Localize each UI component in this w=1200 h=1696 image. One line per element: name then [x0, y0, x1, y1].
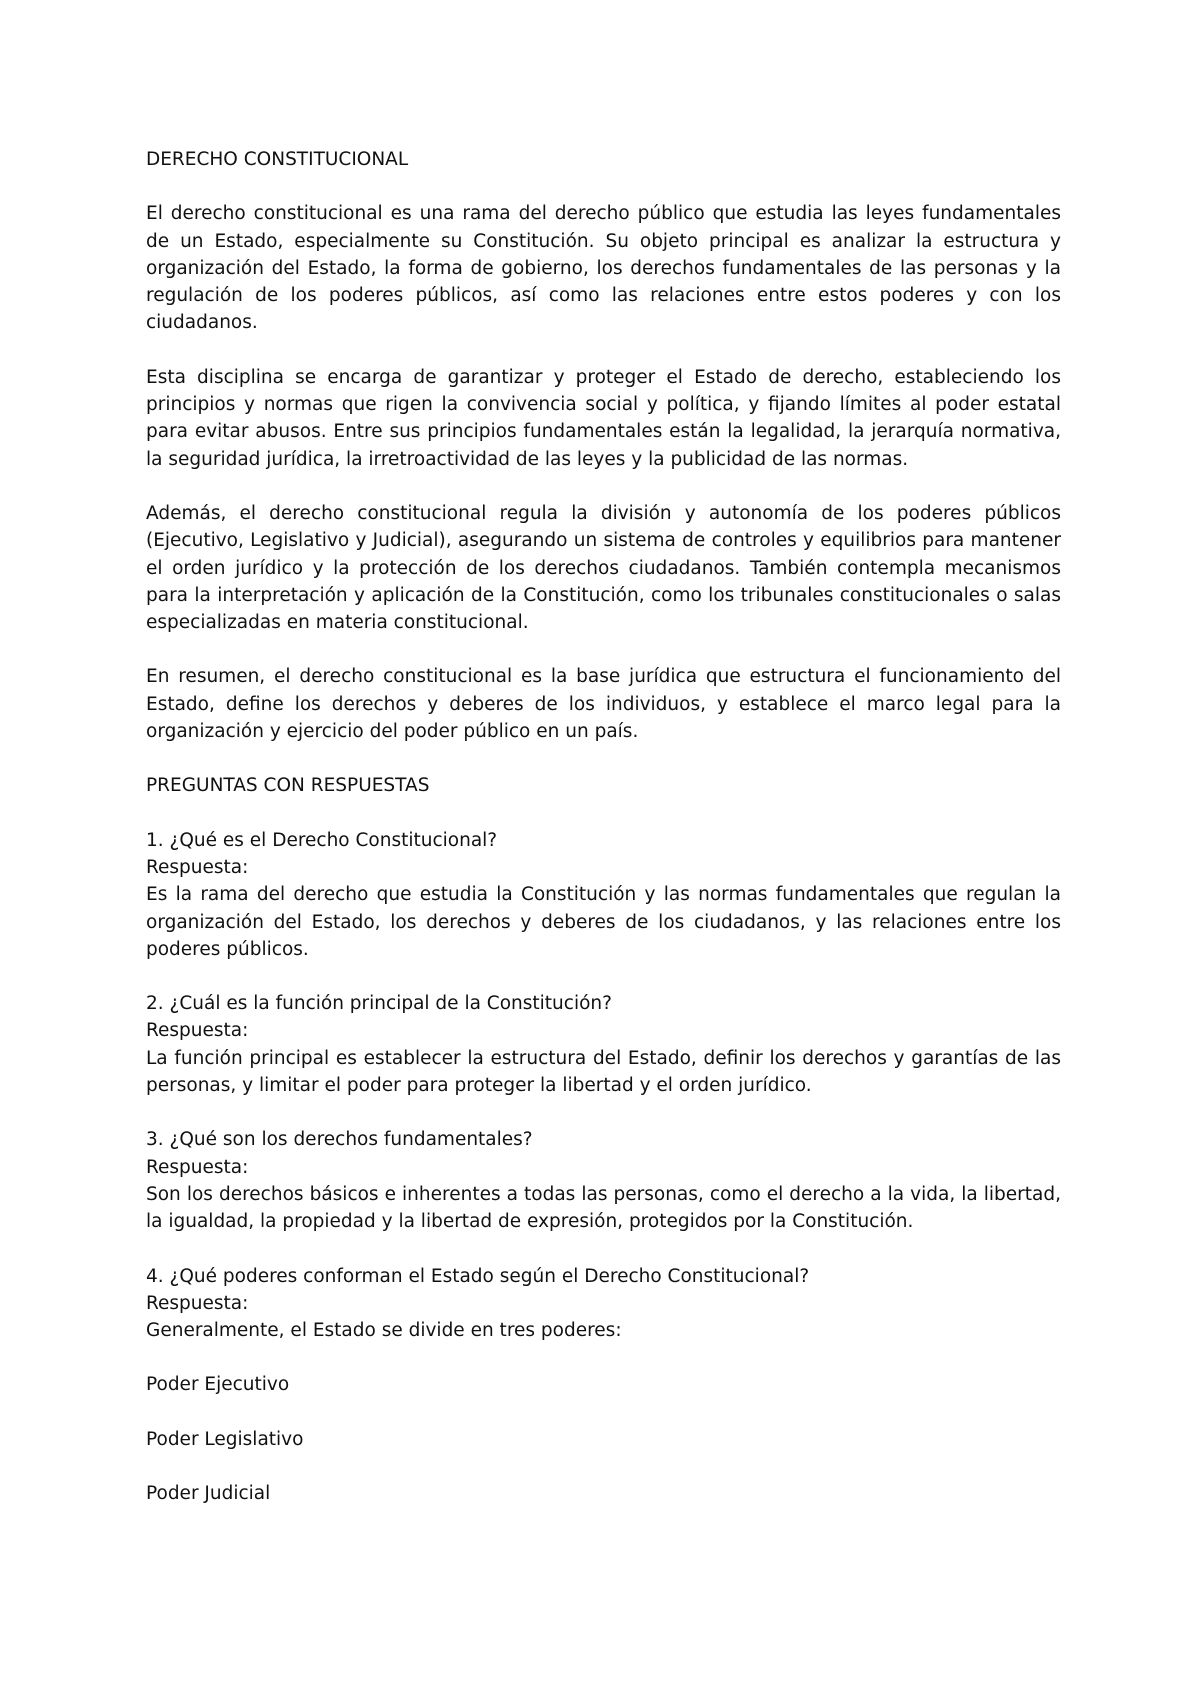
question-text: 4. ¿Qué poderes conforman el Estado según el Derecho Constitucional?	[146, 1265, 810, 1287]
paragraph-summary: En resumen, el derecho constitucional es la base jurídica que estructura el funcionamiento del Estado, define los derechos y deberes de los individuos, y establece el marco legal para la organización y ejercicio del poder público en un país.	[146, 666, 1061, 743]
answer-text: Generalmente, el Estado se divide en tres poderes:	[146, 1320, 622, 1342]
paragraph-intro: El derecho constitucional es una rama del derecho público que estudia las leyes fundamentales de un Estado, especialmente su Constitución. Su objeto principal es analizar la estructura y organización del Estado, la forma de gobierno, los derechos fundamentales de las personas y la regulación de los poderes públicos, así como las relaciones entre estos poderes y con los ciudadanos.	[146, 203, 1061, 334]
response-label: Respuesta:	[146, 856, 249, 878]
power-item-executive: Poder Ejecutivo	[146, 1374, 290, 1396]
question-text: 1. ¿Qué es el Derecho Constitucional?	[146, 829, 498, 851]
answer-text: La función principal es establecer la estructura del Estado, definir los derechos y garantías de las personas, y limitar el poder para proteger la libertad y el orden jurídico.	[146, 1047, 1061, 1097]
power-item-judicial: Poder Judicial	[146, 1482, 271, 1504]
answer-text: Es la rama del derecho que estudia la Constitución y las normas fundamentales que regulan la organización del Estado, los derechos y deberes de los ciudadanos, y las relaciones entre los poderes públicos.	[146, 884, 1061, 960]
qa-item-4	[146, 1263, 1061, 1345]
qa-item-1	[146, 827, 1061, 963]
power-item-legislative: Poder Legislativo	[146, 1428, 304, 1450]
qa-item-3	[146, 1126, 1061, 1235]
document-page	[146, 146, 1061, 1534]
qa-item-2	[146, 990, 1061, 1099]
question-text: 3. ¿Qué son los derechos fundamentales?	[146, 1129, 533, 1151]
response-label: Respuesta:	[146, 1020, 249, 1042]
answer-text: Son los derechos básicos e inherentes a todas las personas, como el derecho a la vida, la libertad, la igualdad, la propiedad y la libertad de expresión, protegidos por la Constitución.	[146, 1183, 1061, 1233]
document-title: DERECHO CONSTITUCIONAL	[146, 149, 409, 170]
paragraph-rule-of-law: Esta disciplina se encarga de garantizar y proteger el Estado de derecho, estableciendo los principios y normas que rigen la convivencia social y política, y fijando límites al poder estatal para evitar abusos. Entre sus principios fundamentales están la legalidad, la jerarquía normativa, la seguridad jurídica, la irretroactividad de las leyes y la publicidad de las normas.	[146, 366, 1061, 470]
response-label: Respuesta:	[146, 1156, 249, 1178]
response-label: Respuesta:	[146, 1292, 249, 1314]
powers-list	[146, 1371, 1061, 1507]
question-text: 2. ¿Cuál es la función principal de la Constitución?	[146, 993, 612, 1015]
paragraph-separation-of-powers: Además, el derecho constitucional regula la división y autonomía de los poderes públicos (Ejecutivo, Legislativo y Judicial), asegurando un sistema de controles y equilibrios para mantener el orden jurídico y la protección de los derechos ciudadanos. También contempla mecanismos para la interpretación y aplicación de la Constitución, como los tribunales constitucionales o salas especializadas en materia constitucional.	[146, 502, 1061, 634]
qa-heading: PREGUNTAS CON RESPUESTAS	[146, 775, 430, 797]
